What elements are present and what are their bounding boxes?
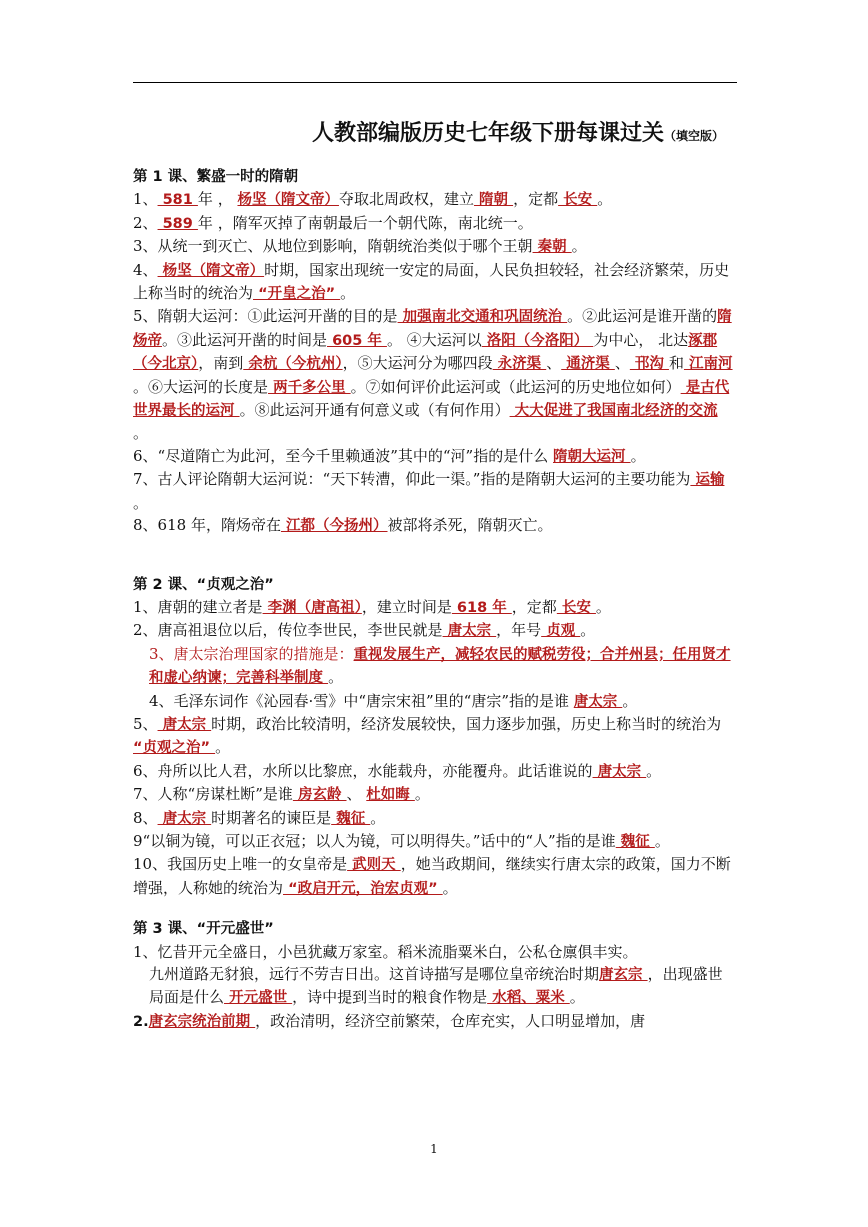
question-text: 8、618 年，隋炀帝在 — [133, 516, 281, 535]
answer-text: 邗沟 — [629, 356, 669, 373]
question — [133, 783, 737, 806]
question-text: 夺取北周政权，建立 — [338, 190, 474, 209]
question-text: 1、唐朝的建立者是 — [133, 597, 263, 616]
answer-text: 长安 — [558, 192, 598, 209]
question-text: 。 — [370, 808, 386, 827]
question-text: 。 — [630, 446, 646, 465]
answer-text: 杜如晦 — [366, 787, 415, 804]
question-text: 时期，政治比较清明，经济发展较快，国力逐步加强，历史上称当时的统治为 — [211, 714, 722, 733]
answer-text: 洛阳（今洛阳） — [481, 332, 594, 349]
question — [133, 188, 737, 211]
question — [133, 468, 737, 514]
question-text: 4、 — [133, 260, 158, 279]
answer-text: 618 年 — [451, 599, 512, 616]
question-text: 6、舟所以比人君，水所以比黎庶，水能载舟，亦能覆舟。此话谁说的 — [133, 761, 593, 780]
question-text: ，年号 — [496, 621, 542, 640]
question-text: 、 — [546, 354, 562, 373]
question-text: ，南到 — [198, 354, 244, 373]
question-text: ，定都 — [511, 597, 557, 616]
question — [133, 807, 737, 830]
question-text: 年 ，隋军灭掉了南朝最后一个朝代陈，南北统一。 — [197, 213, 533, 232]
answer-text: 贞观 — [541, 623, 581, 640]
question — [133, 212, 737, 235]
answer-text: 江都（今扬州） — [280, 518, 388, 535]
question-text: 。⑧此运河开通有何意义或（有何作用） — [239, 401, 510, 420]
question — [133, 514, 737, 537]
question-text: 。 — [340, 284, 356, 303]
answer-text: 唐玄宗 — [599, 967, 648, 983]
answer-text: 大大促进了我国南北经济的交流 — [509, 403, 718, 420]
answer-text: 唐太宗 — [157, 810, 212, 827]
question — [133, 830, 737, 853]
question-text: 1、忆昔开元全盛日，小邑犹藏万家室。稻米流脂粟米白，公私仓廪俱丰实。 — [133, 942, 638, 961]
question-text: 。 — [571, 237, 587, 256]
question-text: 9“以铜为镜，可以正衣冠；以人为镜，可以明得失。”话中的“人”指的是谁 — [133, 831, 616, 850]
question — [133, 690, 737, 713]
question-text: 、 — [346, 785, 367, 804]
page-number: 1 — [430, 1142, 438, 1156]
answer-text: 唐太宗 — [442, 623, 497, 640]
question-text: 。 — [597, 190, 613, 209]
question-text: 2. — [133, 1013, 149, 1030]
question — [133, 1010, 737, 1033]
answer-text: 涿郡（今北京） — [133, 332, 718, 373]
question-text: 。⑦如何评价此运河或（此运河的历史地位如何） — [350, 377, 681, 396]
question-text: 8、 — [133, 808, 158, 827]
question-text: 10、我国历史上唯一的女皇帝是 — [133, 855, 348, 874]
answer-text: 余杭（今杭州） — [243, 356, 343, 373]
answer-text: “贞观之治” — [133, 740, 216, 757]
answer-text: 唐太宗 — [573, 693, 623, 710]
question-text: 2、唐高祖退位以后，传位李世民，李世民就是 — [133, 621, 443, 640]
question-text: 5、 — [133, 714, 158, 733]
document-title — [0, 116, 868, 147]
answer-text: 江南河 — [683, 356, 733, 373]
question-text: 。 — [580, 621, 596, 640]
question — [133, 963, 737, 1010]
title-main: 人教部编版历史七年级下册每课过关 — [311, 120, 664, 146]
question — [133, 445, 737, 468]
question — [133, 760, 737, 783]
answer-text: 永济渠 — [492, 356, 547, 373]
question-text: ，⑤大运河分为哪四段 — [342, 354, 493, 373]
question-text: 。 — [328, 668, 344, 687]
answer-text: 581 — [157, 192, 198, 209]
question — [133, 305, 737, 444]
answer-text: “开皇之治” — [253, 286, 341, 303]
question-text: 7、古人评论隋朝大运河说：“天下转漕，仰此一渠。”指的是隋朝大运河的主要功能为 — [133, 470, 691, 489]
answer-text: 秦朝 — [532, 239, 572, 256]
question-text: 。③此运河开凿的时间是 — [162, 330, 328, 349]
question-text: 年 ， — [197, 190, 238, 209]
lesson-heading: 第 1 课、繁盛一时的隋朝 — [133, 169, 299, 185]
question-text: 和 — [668, 354, 684, 373]
answer-text: 魏征 — [331, 810, 371, 827]
question-text: 。 — [215, 738, 231, 757]
question-text: 7、人称“房谋杜断”是谁 — [133, 785, 293, 804]
answer-text: 唐玄宗统治前期 — [148, 1013, 256, 1030]
answer-text: 两千多公里 — [268, 379, 351, 396]
question-text: 4、毛泽东词作《沁园春·雪》中“唐宗宋祖”里的“唐宗”指的是谁 — [149, 691, 574, 710]
question-text: ，她当政期间，继续实行唐太宗的政策，国力不断增强，人称她的统治为 — [133, 855, 731, 897]
question-text: 。 — [595, 597, 611, 616]
question-text: ，出现盛世局面是什么 — [149, 965, 723, 1007]
answer-text: 运输 — [690, 472, 725, 489]
question — [133, 853, 737, 900]
answer-text: 隋炀帝 — [133, 309, 732, 349]
answer-text: 唐太宗 — [157, 716, 212, 733]
question-text: ，诗中提到当时的粮食作物是 — [292, 988, 488, 1007]
question-text: ，定都 — [513, 190, 559, 209]
question-text: 。 — [442, 878, 458, 897]
answer-text: 杨坚（隋文帝） — [157, 262, 265, 279]
question-text: 。②此运河是谁开凿的 — [567, 307, 718, 326]
answer-text: 水稻、粟米 — [487, 990, 570, 1007]
question — [133, 643, 737, 690]
question-text: 3、从统一到灭亡、从地位到影响，隋朝统治类似于哪个王朝 — [133, 237, 533, 256]
question — [133, 619, 737, 642]
question — [133, 596, 737, 619]
question-text: 。 — [133, 493, 149, 512]
answer-text: 杨坚（隋文帝） — [237, 192, 339, 209]
document-body — [133, 166, 737, 1033]
question-text: 。 — [414, 785, 430, 804]
question-text: 为中心， 北达 — [593, 330, 689, 349]
question-text: ，政治清明，经济空前繁荣，仓库充实，人口明显增加，唐 — [255, 1011, 646, 1030]
question-text: 1、 — [133, 190, 158, 209]
answer-text: “政启开元，治宏贞观” — [283, 880, 443, 897]
question-text: 。 — [646, 761, 662, 780]
answer-text: 房玄龄 — [292, 787, 347, 804]
answer-text: 是古代世界最长的运河 — [133, 379, 730, 420]
question-text: 时期，国家出现统一安定的局面，人民负担较轻，社会经济繁荣，历史上称当时的统治为 — [133, 260, 730, 303]
lesson-heading: 第 3 课、“开元盛世” — [133, 921, 274, 938]
question-text: 3、唐太宗治理国家的措施是： — [149, 644, 354, 663]
question-text: 5、隋朝大运河：①此运河开凿的目的是 — [133, 307, 398, 326]
answer-text: 李渊（唐高祖） — [262, 599, 362, 616]
question-text: 2、 — [133, 213, 158, 232]
question-text: 。⑥大运河的长度是 — [133, 377, 269, 396]
title-subtitle: （填空版） — [664, 129, 725, 143]
question-text: 时期著名的谏臣是 — [211, 808, 332, 827]
question — [133, 941, 737, 963]
question-text: 。 — [569, 988, 585, 1007]
question-text: 、 — [614, 354, 630, 373]
answer-text: 唐太宗 — [592, 763, 647, 780]
lesson-heading: 第 2 课、“贞观之治” — [133, 576, 274, 593]
question-text: 6、“尽道隋亡为此河，至今千里赖通波”其中的“河”指的是什么 — [133, 446, 553, 465]
question — [133, 713, 737, 760]
answer-text: 长安 — [556, 599, 596, 616]
answer-text: 通济渠 — [561, 356, 615, 373]
question — [133, 259, 737, 306]
question-text: 九州道路无豺狼，远行不劳吉日出。这首诗描写是哪位皇帝统治时期 — [149, 965, 600, 983]
answer-text: 隋朝大运河 — [553, 448, 631, 465]
question-text: 被部将杀死，隋朝灭亡。 — [387, 516, 553, 535]
question — [133, 235, 737, 258]
question-text: 。 — [622, 691, 638, 710]
answer-text: 加强南北交通和巩固统治 — [397, 309, 568, 326]
question-text: ，建立时间是 — [361, 597, 452, 616]
answer-text: 武则天 — [347, 857, 401, 874]
answer-text: 隋朝 — [473, 192, 514, 209]
question-text: 。 — [133, 424, 149, 443]
answer-text: 605 年 — [327, 332, 387, 349]
answer-text: 589 — [157, 215, 198, 232]
answer-text: 重视发展生产，减轻农民的赋税劳役；合并州县；任用贤才和虚心纳谏；完善科举制度 — [149, 646, 731, 687]
question-text: 。 — [654, 831, 670, 850]
header-rule — [133, 82, 737, 83]
answer-text: 开元盛世 — [224, 990, 293, 1007]
answer-text: 魏征 — [615, 833, 655, 850]
question-text: 。 ④大运河以 — [386, 330, 482, 349]
